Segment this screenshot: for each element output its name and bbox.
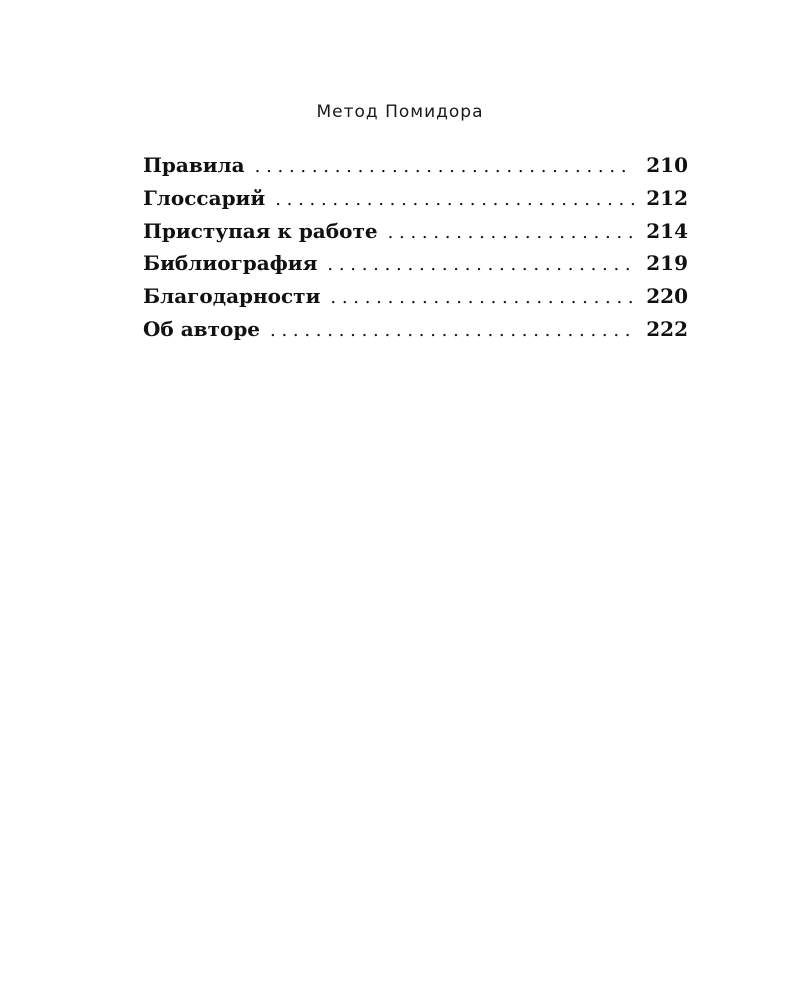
- toc-dot-leader: [388, 217, 635, 250]
- toc-entry-page: 222: [646, 316, 688, 341]
- toc-dot-leader: [330, 282, 634, 315]
- toc-entry-title: Правила: [143, 153, 245, 177]
- toc-entry-title: Об авторе: [143, 316, 261, 341]
- toc-entry: [143, 280, 688, 313]
- toc-entry: [143, 182, 688, 215]
- table-of-contents: [143, 149, 688, 346]
- toc-entry-page: 220: [646, 284, 688, 309]
- toc-entry: [143, 313, 688, 346]
- toc-entry-title: Глоссарий: [143, 185, 266, 210]
- toc-entry-title: Приступая к работе: [143, 218, 378, 243]
- toc-entry-page: 214: [646, 218, 688, 243]
- toc-dot-leader: [255, 151, 635, 184]
- toc-entry: [143, 149, 688, 182]
- toc-entry-title: Благодарности: [143, 284, 321, 309]
- toc-entry-page: 212: [646, 185, 688, 210]
- toc-entry-page: 219: [646, 251, 688, 276]
- toc-dot-leader: [275, 184, 634, 217]
- toc-entry-page: 210: [646, 153, 688, 177]
- toc-entry-title: Библиография: [143, 251, 318, 276]
- toc-entry: [143, 215, 688, 248]
- toc-entry: [143, 247, 688, 280]
- running-header: Метод Помидора: [316, 102, 484, 122]
- toc-dot-leader: [327, 249, 634, 282]
- toc-dot-leader: [270, 315, 634, 348]
